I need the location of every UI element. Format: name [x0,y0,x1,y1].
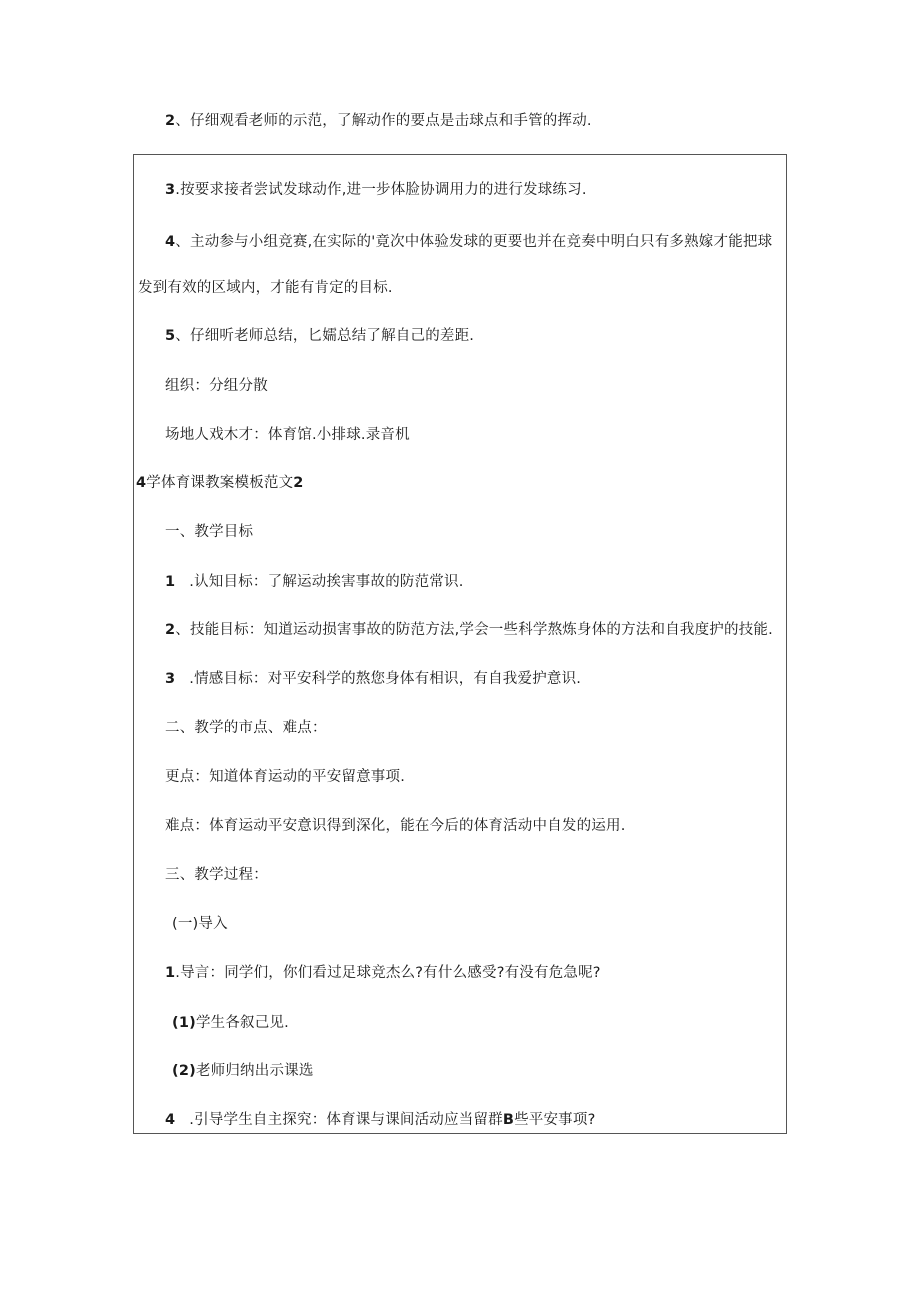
item-text: 发到有效的区域内，才能有肯定的目标. [138,280,393,296]
step-1 [165,963,601,983]
difficult-point-text: 难点：体育运动平安意识得到深化，能在今后的体育活动中自发的运用. [165,818,626,834]
item-text: .导言：同学们，你们看过足球竞杰么?有什么感受?有没有危急呢? [175,965,601,981]
sub-point-2 [172,1061,314,1081]
item-text-2: 些平安事项? [514,1112,596,1128]
organization-text: 组织：分组分散 [165,378,268,394]
section-3-text: 三、教学过程： [165,867,268,883]
venue-equipment [165,425,410,445]
goal-3 [165,669,581,689]
goal-1 [165,572,464,592]
item-number: 2 [165,113,176,129]
item-4 [165,232,772,252]
item-number: 2 [165,622,176,638]
section-1-text: 一、教学目标 [165,524,254,540]
item-text: .情感目标：对平安科学的熬您身体有相识，有自我爱护意识. [189,671,582,687]
section-heading [136,473,304,493]
step-4 [165,1110,595,1130]
sub-point-1 [172,1013,289,1033]
item-number: 1 [165,965,176,981]
item-text: .按要求接者尝试发球动作,进一步体脸协调用力的进行发球练习. [175,182,587,198]
item-text: 老师归纳出示课选 [195,1063,314,1079]
item-number: 5 [165,328,176,344]
section-2-text: 二、教学的市点、难点： [165,720,327,736]
heading-number-2: 2 [293,475,304,491]
content-box [133,154,787,1134]
item-number: 1 [165,574,176,590]
key-point [165,767,405,787]
item-number: 3 [165,671,176,687]
organization [165,376,268,396]
section-3-title [165,865,268,885]
item-text: 、仔细听老师总结，匕嬬总结了解自己的差距. [175,328,475,344]
item-text: 学生各叙己见. [195,1015,289,1031]
item-text: 、技能目标：知道运动损害事故的防范方法,学会一些科学熬炼身体的方法和自我度护的技能. [175,622,773,638]
item-text: 、仔细观看老师的示范，了解动作的要点是击球点和手管的挥动. [175,113,592,129]
item-5 [165,326,474,346]
intro-text: (一)导入 [172,916,228,932]
item-number: 4 [165,1112,176,1128]
intro-heading [172,914,228,934]
item-4-continuation [138,278,393,298]
difficult-point [165,816,626,836]
item-number: (1) [172,1015,196,1031]
venue-text: 场地人戏木才：体育馆.小排球.录音机 [165,427,410,443]
section-1-title [165,522,253,542]
item-text: 、主动参与小组竞赛,在实际的'竟次中体验发球的更要也并在竞奏中明白只有多熟嫁才能把球 [175,234,773,250]
heading-text: 学体育课教案模板范文 [146,475,294,491]
item-number: 3 [165,182,176,198]
key-point-text: 更点：知道体育运动的平安留意事项. [165,769,406,785]
top-line [165,111,592,131]
item-bold-letter: B [502,1112,515,1128]
section-2-title [165,718,327,738]
goal-2 [165,620,773,640]
item-text: .引导学生自主探究：体育课与课间活动应当留群 [189,1112,503,1128]
item-text: .认知目标：了解运动挨害事故的防范常识. [189,574,464,590]
heading-number: 4 [136,475,147,491]
item-number: 4 [165,234,176,250]
item-number: (2) [172,1063,196,1079]
item-3 [165,180,587,200]
